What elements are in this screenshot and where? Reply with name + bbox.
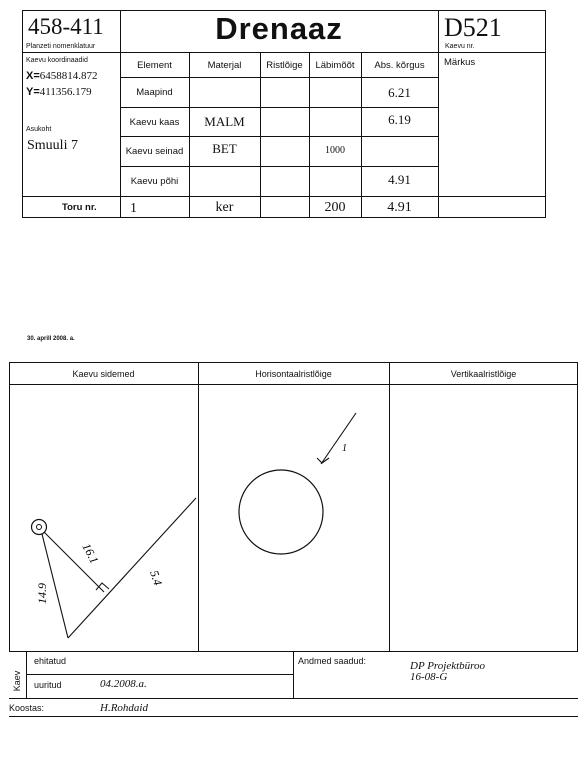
row3-material: BET (212, 141, 237, 156)
horizontal-section-sketch (199, 386, 388, 650)
row3-element: Kaevu seinad (125, 146, 184, 157)
y-coordinate (26, 86, 92, 98)
y-value: 411356.179 (39, 86, 92, 98)
sketch-header-links: Kaevu sidemed (72, 368, 135, 379)
sketch-header-vertical: Vertikaalristlõige (450, 368, 517, 379)
links-sketch (10, 386, 198, 650)
header-divider-right (438, 10, 439, 218)
surveyed-value: 04.2008.a. (100, 678, 147, 690)
mark-16-1: 16.1 (79, 540, 102, 566)
x-coordinate (26, 70, 98, 82)
side-label: Kaev (12, 670, 22, 692)
row2-material: MALM (204, 114, 245, 129)
data-from-value-1: DP Projektbüroo (410, 660, 486, 672)
built-label: ehitatud (34, 656, 67, 666)
footer-bottom-line (9, 698, 578, 699)
compiled-value: H.Rohdaid (100, 702, 148, 714)
location-caption: Asukoht (26, 126, 52, 133)
mark-5-4: 5.4 (147, 568, 166, 588)
row2-element: Kaevu kaas (129, 116, 180, 128)
header-section: Ristlõige (266, 59, 303, 71)
data-from-label: Andmed saadud: (298, 656, 367, 666)
surveyed-label: uuritud (34, 680, 62, 690)
row4-element: Kaevu põhi (130, 176, 179, 187)
sketch-header-horizontal: Horisontaalristlõige (255, 368, 332, 379)
coords-caption: Kaevu koordinaadid (26, 57, 88, 64)
x-value: 6458814.872 (39, 70, 98, 82)
well-caption: Kaevu nr. (445, 43, 475, 50)
compiled-line (9, 716, 578, 717)
location-value: Smuuli 7 (27, 138, 78, 153)
sketch-header-line (9, 384, 578, 385)
row1-material (189, 78, 260, 107)
mark-14-9: 14.9 (35, 583, 49, 604)
row1-element: Maapind (136, 87, 173, 98)
sheet-number: 458-411 (28, 14, 104, 39)
footer-center-line (293, 652, 294, 698)
data-from-value-2: 16-08-G (410, 671, 448, 683)
row2-height: 6.19 (388, 112, 411, 127)
form-title: Drenaaz (215, 11, 343, 46)
sketch-divider-2 (389, 362, 390, 652)
sheet-caption: Planzeti nomenklatuur (26, 43, 96, 50)
pipe-label: Toru nr. (62, 202, 97, 213)
pipe-number: 1 (130, 201, 137, 216)
y-label: Y= (26, 86, 40, 98)
pipe-height: 4.91 (387, 199, 412, 215)
row4-height: 4.91 (388, 172, 411, 187)
footer-mid-line (26, 674, 293, 675)
header-element: Element (137, 59, 172, 71)
arrow-mark: 1 (342, 443, 347, 454)
x-label: X= (26, 70, 40, 82)
header-diameter: Läbimõõt (315, 59, 355, 71)
header-height: Abs. kõrgus (374, 59, 425, 71)
pipe-material: ker (215, 199, 234, 215)
pipe-diameter: 200 (324, 199, 346, 215)
header-material: Materjal (207, 59, 242, 71)
row1-height: 6.21 (388, 84, 411, 100)
row3-diameter: 1000 (325, 144, 345, 156)
notes-line (438, 196, 546, 197)
header-notes: Märkus (444, 57, 476, 68)
info-bottom-line (22, 196, 122, 197)
date-note: 30. aprill 2008. a. (27, 336, 75, 342)
footer-side-line (26, 652, 27, 698)
compiled-label: Koostas: (9, 703, 45, 713)
well-id: D521 (444, 13, 502, 42)
